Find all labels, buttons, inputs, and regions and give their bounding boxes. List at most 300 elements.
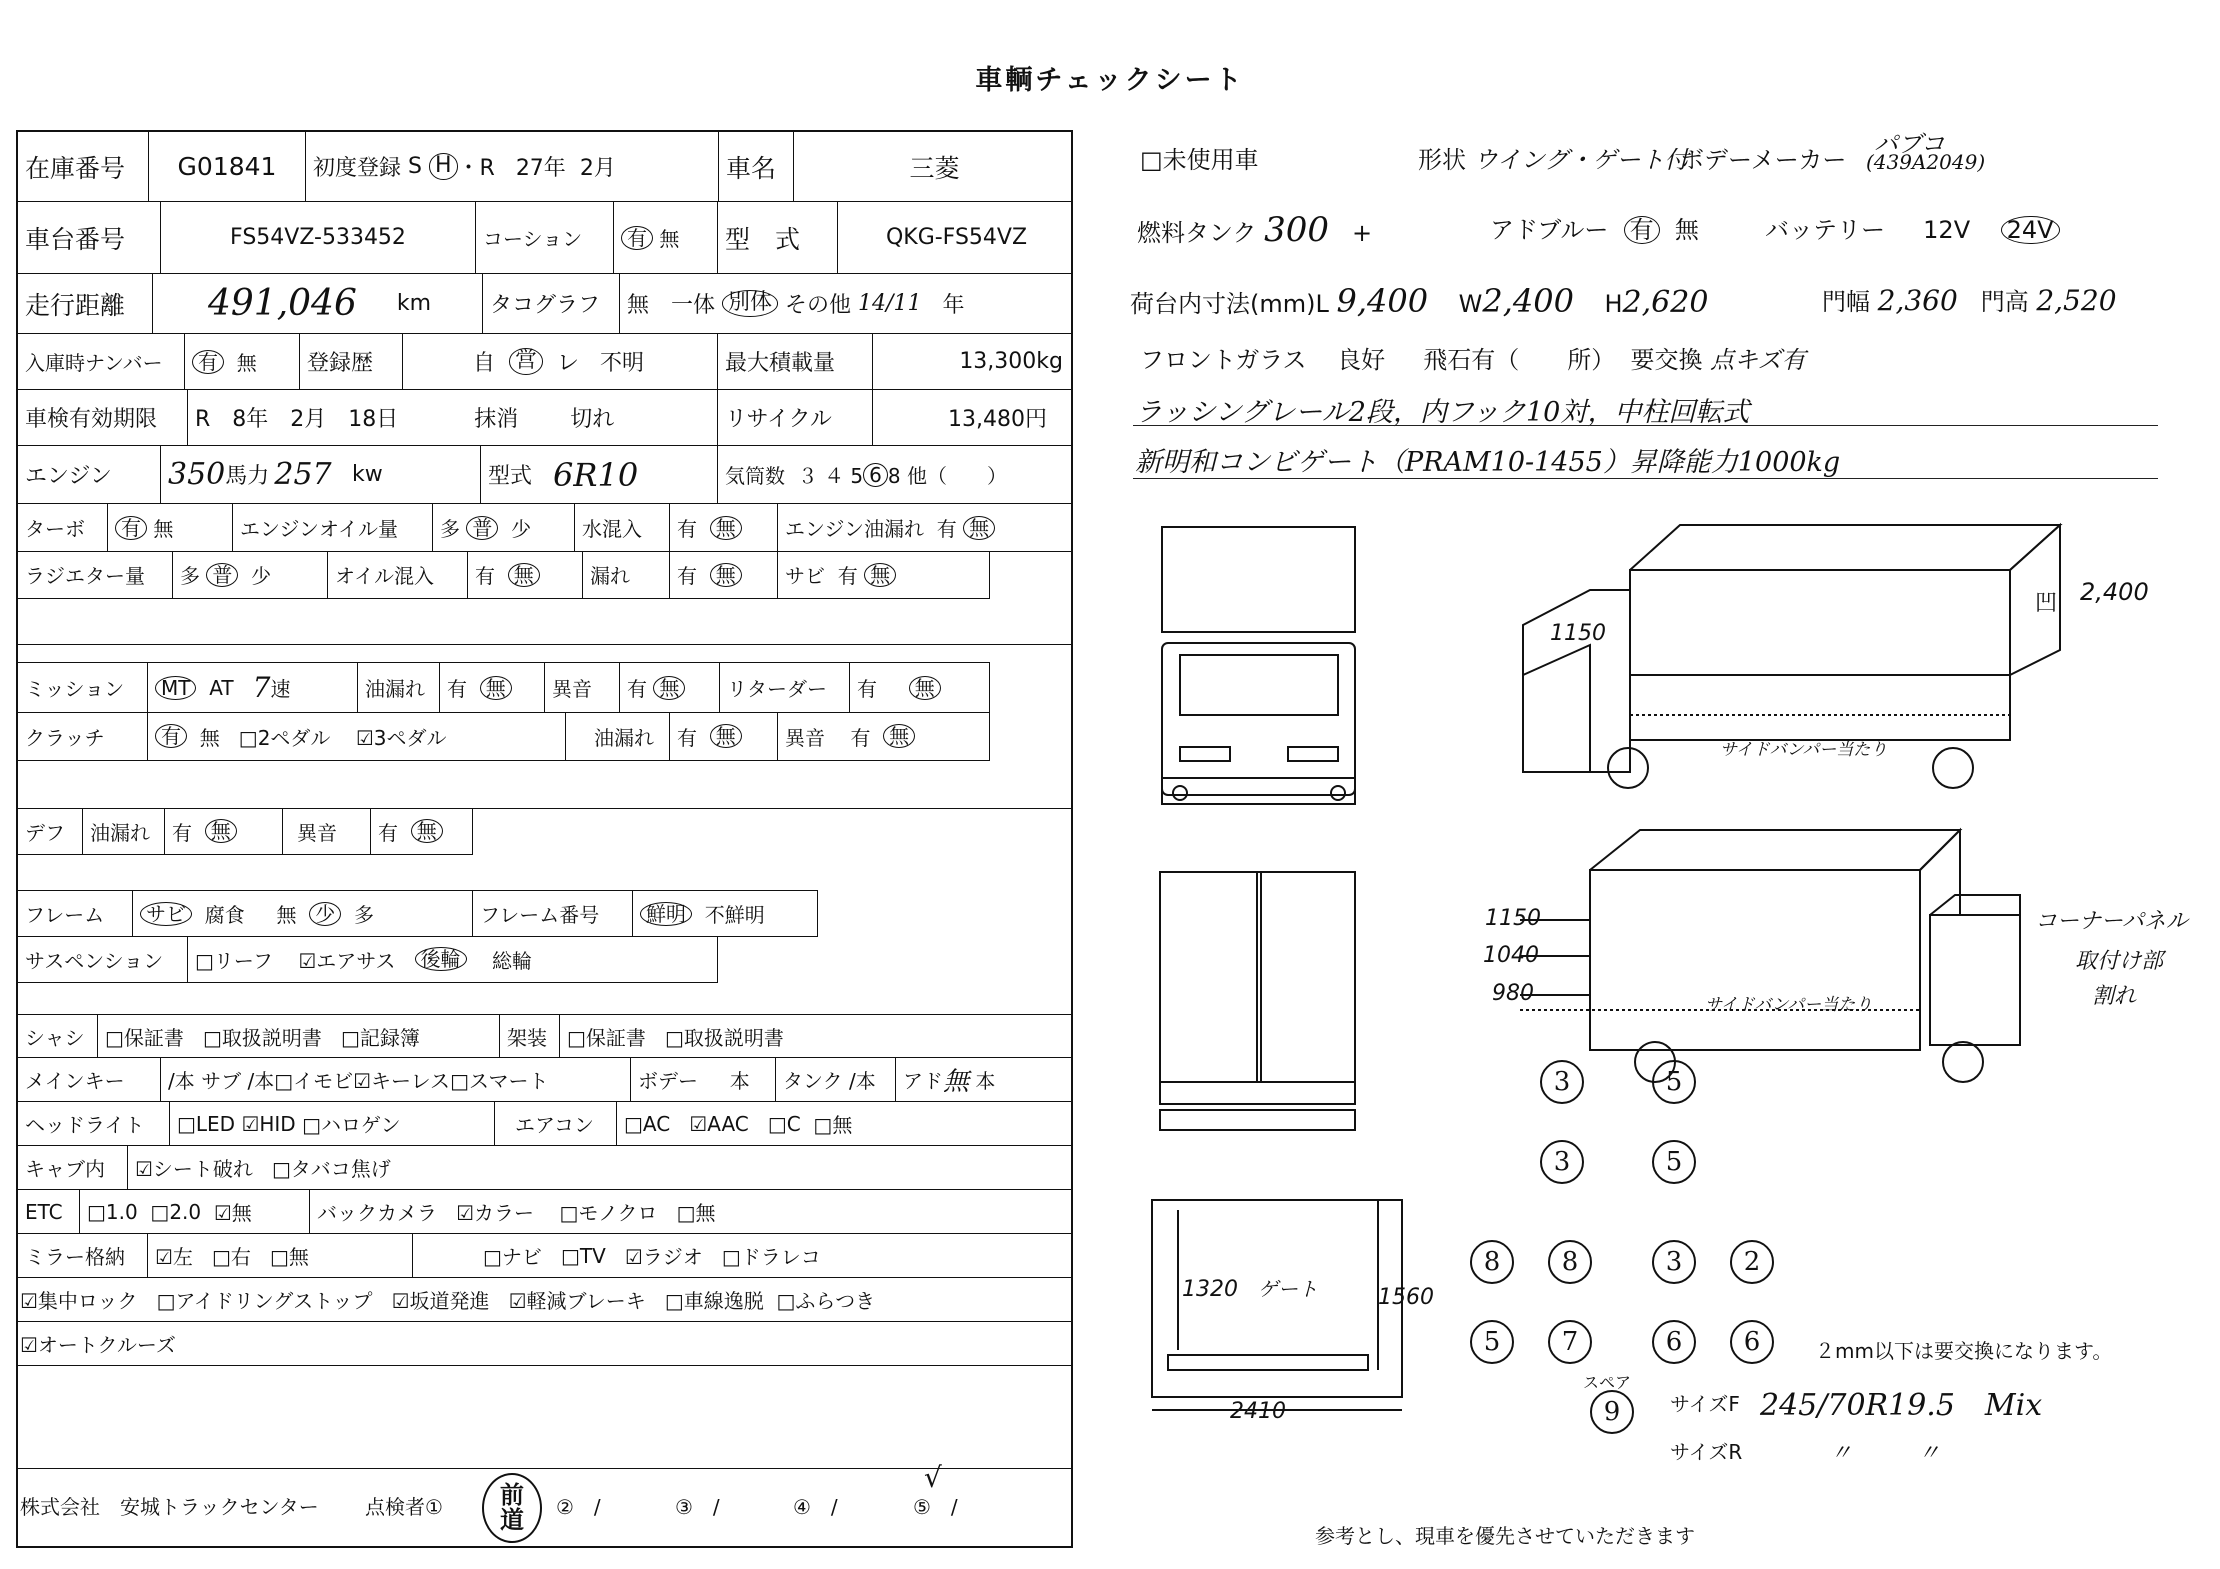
fuel-label: 燃料タンク — [1137, 219, 1257, 247]
main-key-label: メインキー — [18, 1058, 161, 1101]
mission-noise-no-circled: 無 — [653, 676, 685, 700]
mirror-right: □右 — [212, 1245, 251, 1269]
vehicle-diagram — [1140, 510, 2220, 1460]
row-keys — [18, 1058, 1071, 1102]
cab-options — [128, 1146, 1075, 1189]
body-key-count: 本 — [729, 1069, 750, 1093]
oil-normal-circled: 普 — [466, 516, 498, 540]
key-sub-count: /本 — [247, 1069, 275, 1093]
clutch-leak-yes: 有 — [677, 725, 697, 750]
adblue-label: アドブルー — [1490, 216, 1609, 244]
history-rent: レ — [557, 351, 580, 376]
clutch-options — [148, 712, 566, 760]
mission-noise-options — [620, 663, 720, 712]
note-line-2: 新明和コンビゲート（PRAM10-1455）昇降能力1000kg — [1135, 447, 1841, 478]
gate-width: 2410 — [1230, 1399, 1286, 1424]
recycle-value: 13,480円 — [948, 407, 1047, 432]
mirror-left: ☑左 — [155, 1245, 193, 1269]
tank-key-label: タンク — [783, 1069, 843, 1093]
row-suspension — [18, 936, 718, 982]
body-docs-options — [560, 1015, 1075, 1057]
row-safety — [18, 1278, 1071, 1322]
divider — [18, 854, 473, 855]
note-line-1: ラッシングレール2段，内フック10対，中柱回転式 — [1135, 397, 1750, 428]
row-mirror — [18, 1234, 1071, 1278]
tachograph-other: その他 — [785, 293, 852, 318]
gate-bar — [1168, 1355, 1368, 1370]
side-cab-shape — [1523, 590, 1630, 772]
size-front-value: 245/70R19.5 Mix — [1760, 1388, 2043, 1423]
inspector-5-check: √ — [924, 1461, 942, 1494]
diag-1150: 1150 — [1550, 621, 1606, 646]
diag-1040: 1040 — [1483, 943, 1539, 968]
row-footer — [18, 1461, 1071, 1548]
row-chassis-docs — [18, 1014, 1071, 1058]
rust-yes: 有 — [837, 564, 858, 588]
water-label: 水混入 — [575, 504, 670, 551]
inspection-form — [16, 130, 1073, 1548]
dim-width: 2,400 — [1482, 282, 1574, 320]
inspector-2: ② / — [556, 1495, 601, 1519]
key-keyless: ☑キーレス — [353, 1069, 451, 1093]
frame-unclear: 不鮮明 — [704, 903, 765, 927]
shape-value: ウイング・ゲート付 — [1473, 146, 1689, 174]
windshield-label: フロントガラス — [1140, 346, 1307, 374]
back-camera-mono: □モノクロ — [559, 1201, 658, 1225]
row-cruise — [18, 1322, 1071, 1366]
leak-options — [670, 551, 778, 598]
side-wheel-rear — [1933, 748, 1973, 788]
diff-leak-label: 油漏れ — [83, 808, 165, 854]
body-key-label: ボデー — [638, 1069, 698, 1093]
chassis-warranty: □保証書 — [105, 1025, 184, 1050]
pedal-3: ☑3ペダル — [355, 725, 447, 750]
cylinder-cell — [718, 446, 1075, 503]
etc-label: ETC — [18, 1190, 80, 1233]
media-radio: ☑ラジオ — [624, 1245, 703, 1269]
key-sub: サブ — [201, 1069, 242, 1093]
chassis-label: 車台番号 — [18, 202, 161, 273]
windshield-field — [1140, 340, 1806, 375]
tyre-depth: 8 — [1470, 1240, 1514, 1284]
door-h-label: 門高 — [1980, 288, 2029, 316]
engine-leak-cell — [778, 504, 1075, 551]
history-self: 自 — [473, 351, 496, 376]
hp-value: 350 — [168, 457, 226, 492]
cylinder-rest: 8 他（ ） — [887, 464, 1007, 488]
row-turbo — [18, 504, 1071, 551]
pedal-2: □2ペダル — [238, 725, 331, 750]
side2-body-roof — [1590, 830, 1960, 870]
row-chassis — [18, 202, 1071, 274]
clutch-noise-no-circled: 無 — [883, 724, 915, 748]
headlight-halogen: □ハロゲン — [302, 1113, 401, 1137]
spare-tyre: 9 — [1590, 1390, 1634, 1434]
lane-departure: □車線逸脱 — [664, 1289, 764, 1313]
reg-s: S — [408, 154, 422, 179]
frame-rust-circled: サビ — [140, 902, 192, 926]
headlight-label: ヘッドライト — [18, 1102, 170, 1145]
maker-value: パブコ — [1874, 130, 1945, 158]
mission-leak-options — [440, 663, 545, 712]
back-camera-cell — [310, 1190, 1075, 1233]
diag-side-bumper-2: サイドバンパー当たり — [1705, 995, 1873, 1015]
front-windshield — [1180, 655, 1338, 715]
mission-noise-label: 異音 — [545, 663, 620, 712]
radiator-normal-circled: 普 — [206, 563, 238, 587]
row-frame — [18, 890, 818, 936]
oil-many: 多 — [440, 517, 460, 541]
inspection-date: R 8年 2月 18日 — [195, 407, 399, 432]
retarder-no-circled: 無 — [909, 676, 941, 700]
side2-body-end — [1920, 830, 1960, 915]
engine-leak-no-circled: 無 — [963, 516, 995, 540]
engine-oil-options — [433, 504, 575, 551]
tachograph-separate-circled: 別体 — [722, 290, 778, 316]
rear-bumper — [1160, 1110, 1355, 1130]
document-title: 車輌チェックシート — [975, 65, 1245, 96]
tank-key-count: /本 — [848, 1069, 876, 1093]
coating-yes-circled: 有 — [621, 226, 653, 250]
tyre-depth: 3 — [1652, 1240, 1696, 1284]
back-camera-label: バックカメラ — [317, 1201, 437, 1225]
tyre-depth: 6 — [1730, 1320, 1774, 1364]
etc-2-0: □2.0 — [150, 1199, 202, 1224]
etc-options — [80, 1190, 310, 1233]
engine-leak-yes: 有 — [936, 517, 957, 541]
stamp-top: 前 — [500, 1480, 524, 1509]
retarder-options — [850, 663, 990, 712]
reg-month: 2月 — [579, 156, 616, 181]
tachograph-label: タコグラフ — [483, 274, 620, 333]
front-headlight-right — [1288, 747, 1338, 761]
tyre-depth: 5 — [1470, 1320, 1514, 1364]
rear-lamp-bar — [1160, 1082, 1355, 1104]
row-plate — [18, 334, 1071, 390]
side-body-roof — [1630, 525, 2060, 570]
turbo-options — [108, 504, 233, 551]
headlight-hid: ☑HID — [241, 1111, 296, 1136]
speed-value: 7 — [252, 671, 271, 704]
front-wheel-left — [1173, 786, 1187, 800]
suspension-air: ☑エアサス — [298, 948, 396, 973]
row-clutch — [18, 712, 990, 760]
aircon-options — [617, 1102, 1075, 1145]
first-registration — [306, 132, 736, 201]
size-rear-value: 〃 〃 — [1830, 1441, 1941, 1466]
history-options — [403, 334, 718, 389]
idling-stop: □アイドリングストップ — [156, 1289, 373, 1313]
row-mission — [18, 662, 990, 712]
fuel-value: 300 — [1264, 210, 1330, 250]
cylinder-opts: ３ ４ 5 — [797, 464, 864, 488]
suspension-rear-circled: 後輪 — [415, 947, 467, 971]
media-navi: □ナビ — [483, 1245, 542, 1269]
coating-no: 無 — [659, 227, 680, 251]
inspector-5: ⑤ / — [913, 1495, 958, 1519]
fuel-plus: + — [1351, 219, 1373, 247]
chassis-docs-label: シャシ — [18, 1015, 98, 1057]
diag-corner-panel: コーナーパネル — [2035, 909, 2188, 934]
at: AT — [209, 675, 234, 700]
tank-key-cell — [776, 1058, 896, 1101]
oil-mix-label: オイル混入 — [328, 551, 468, 598]
diff-noise-options — [371, 808, 473, 854]
battery-24v-circled: 24V — [2001, 216, 2060, 244]
inspection-label: 車検有効期限 — [18, 390, 188, 445]
side-wheel-front — [1608, 748, 1648, 788]
mission-noise-yes: 有 — [627, 677, 647, 701]
chassis-number: FS54VZ-533452 — [161, 202, 476, 273]
name-label: 車名 — [718, 132, 794, 201]
diag-side-bumper-1: サイドバンパー当たり — [1720, 740, 1888, 760]
row-headlight — [18, 1102, 1071, 1146]
cab-label: キャブ内 — [18, 1146, 128, 1189]
clutch-leak-options — [670, 712, 778, 760]
diff-noise-label: 異音 — [283, 808, 371, 854]
clutch-leak-no-circled: 無 — [710, 724, 742, 748]
frame-options — [133, 891, 473, 936]
clutch-label: クラッチ — [18, 712, 148, 760]
diff-noise-no-circled: 無 — [411, 819, 443, 843]
row-inspection — [18, 390, 1071, 446]
water-no-circled: 無 — [710, 516, 742, 540]
stamp-bottom: 道 — [500, 1506, 524, 1534]
media-tv: □TV — [560, 1243, 606, 1268]
key-main: /本 — [168, 1069, 195, 1093]
name-value: 三菱 — [909, 153, 960, 183]
front-cab-box — [1162, 643, 1355, 795]
maker-code: (439A2049) — [1866, 150, 1986, 174]
aircon-label: エアコン — [495, 1102, 617, 1145]
frame-corrosion: 腐食 — [204, 903, 245, 927]
diff-label: デフ — [18, 808, 83, 854]
media-options — [413, 1234, 1075, 1277]
stock-number: G01841 — [149, 132, 306, 201]
back-camera-color: ☑カラー — [456, 1201, 535, 1225]
rust-cell — [778, 551, 990, 598]
frame-label: フレーム — [18, 891, 133, 936]
door-height: 2,520 — [2036, 284, 2117, 317]
oil-low: 少 — [511, 517, 532, 541]
coating-options — [614, 202, 718, 273]
inspector-stamp — [482, 1473, 542, 1543]
ad-key-value: 無 — [943, 1067, 970, 1097]
diag-1150-b: 1150 — [1485, 906, 1541, 931]
coating-label: コーション — [476, 202, 614, 273]
frame-number-label: フレーム番号 — [473, 891, 633, 936]
frame-many: 多 — [353, 903, 374, 927]
row-mileage — [18, 274, 1071, 334]
tachograph-options — [620, 274, 1075, 333]
tyre-depth: 8 — [1548, 1240, 1592, 1284]
gate-height: 1320 — [1182, 1277, 1238, 1302]
central-lock: ☑集中ロック — [20, 1289, 138, 1313]
suspension-options — [188, 936, 718, 982]
cab-seat-torn: ☑シート破れ — [135, 1157, 253, 1181]
body-key-cell — [631, 1058, 776, 1101]
turbo-label: ターボ — [18, 504, 108, 551]
front-headlight-left — [1180, 747, 1230, 761]
row-engine — [18, 446, 1071, 504]
clutch-no: 無 — [199, 725, 220, 750]
diff-noise-yes: 有 — [378, 820, 398, 845]
key-immobi: □イモビ — [274, 1069, 354, 1093]
dim-w-label: W — [1458, 290, 1483, 318]
body-warranty: □保証書 — [567, 1025, 646, 1050]
hill-start: ☑坂道発進 — [391, 1289, 490, 1313]
cylinder-selected-circled: 6 — [863, 463, 888, 487]
inspector-label: 点検者① — [365, 1495, 443, 1519]
windshield-good: 良好 — [1337, 346, 1386, 374]
battery-label: バッテリー — [1765, 216, 1885, 244]
retarder-label: リターダー — [720, 663, 850, 712]
suspension-all: 総輪 — [492, 948, 532, 973]
leak-label: 漏れ — [583, 551, 670, 598]
oil-mix-yes: 有 — [475, 564, 495, 588]
diff-leak-no-circled: 無 — [205, 819, 237, 843]
radiator-options — [173, 551, 328, 598]
key-smart: □スマート — [450, 1069, 549, 1093]
aircon-aac: ☑AAC — [689, 1111, 749, 1136]
stock-label: 在庫番号 — [18, 132, 149, 201]
diag-width: 2,400 — [2080, 578, 2149, 606]
battery-12v: 12V — [1923, 216, 1971, 244]
suspension-leaf: □リーフ — [195, 948, 273, 973]
tachograph-opts: 無 一体 — [627, 293, 716, 318]
inspector-4: ④ / — [793, 1495, 838, 1519]
adblue-yes-circled: 有 — [1624, 216, 1660, 244]
frame-none: 無 — [276, 903, 297, 927]
speed-unit: 速 — [270, 677, 291, 701]
collision-brake: ☑軽減ブレーキ — [508, 1289, 646, 1313]
row-cab — [18, 1146, 1071, 1190]
water-yes: 有 — [677, 517, 697, 541]
tyre-depth: 2 — [1730, 1240, 1774, 1284]
shape-field — [1418, 140, 1688, 175]
diag-980: 980 — [1492, 981, 1534, 1006]
leak-no-circled: 無 — [710, 563, 742, 587]
aircon-none: □無 — [813, 1113, 853, 1137]
divider — [18, 982, 718, 983]
cylinder-label: 気筒数 — [725, 464, 785, 488]
row-radiator — [18, 551, 990, 598]
mission-options — [148, 663, 358, 712]
size-front-label: サイズF — [1670, 1392, 1740, 1416]
mirror-label: ミラー格納 — [18, 1234, 148, 1277]
inspection-cancel: 抹消 — [474, 407, 519, 432]
gate-total: 1560 — [1378, 1285, 1434, 1310]
oil-mix-options — [468, 551, 583, 598]
chassis-record: □記録簿 — [340, 1025, 420, 1050]
inspection-value-cell — [188, 390, 718, 445]
suspension-label: サスペンション — [18, 936, 188, 982]
turbo-yes-circled: 有 — [115, 516, 147, 540]
clutch-noise-label: 異音 — [785, 725, 825, 750]
diag-corner-part: 取付け部 — [2075, 949, 2164, 974]
clutch-noise-cell — [778, 712, 990, 760]
frame-clear-circled: 鮮明 — [640, 902, 692, 926]
ad-key-label: アド — [903, 1069, 943, 1093]
radiator-low: 少 — [251, 564, 272, 588]
reg-label: 初度登録 — [313, 156, 402, 181]
engine-oil-label: エンジンオイル量 — [233, 504, 433, 551]
headlight-options — [170, 1102, 495, 1145]
adblue-no: 無 — [1674, 216, 1699, 244]
frame-number-options — [633, 891, 818, 936]
model-value: QKG-FS54VZ — [885, 225, 1028, 250]
front-wheel-right — [1331, 786, 1345, 800]
tyre-depth: 7 — [1548, 1320, 1592, 1364]
media-dashcam: □ドラレコ — [721, 1245, 821, 1269]
clutch-leak-label: 油漏れ — [566, 712, 670, 760]
windshield-note: 点キズ有 — [1710, 346, 1806, 374]
windshield-chip: 飛石有（ 所） — [1423, 346, 1616, 374]
frame-few-circled: 少 — [309, 902, 341, 926]
front-window-box — [1162, 527, 1355, 632]
cab-tobacco-burn: □タバコ焦げ — [272, 1157, 391, 1181]
mileage-unit: km — [396, 291, 432, 316]
cargo-dimension-field — [1130, 282, 1708, 320]
tyre-depth: 5 — [1652, 1060, 1696, 1104]
body-manual: □取扱説明書 — [664, 1025, 784, 1050]
battery-field — [1765, 210, 2060, 245]
rust-label: サビ — [785, 564, 825, 588]
diag-corner-crack: 割れ — [2092, 984, 2137, 1009]
history-unknown: 不明 — [600, 351, 645, 376]
headlight-led: □LED — [177, 1111, 236, 1136]
note-underline-1 — [1133, 425, 2158, 426]
spare-label: スペア — [1583, 1373, 1632, 1392]
ad-key-cell — [896, 1058, 1075, 1101]
reg-year: 27年 — [515, 156, 566, 181]
mirror-none: □無 — [270, 1245, 309, 1269]
engine-type-value: 6R10 — [553, 455, 639, 494]
mission-leak-no-circled: 無 — [480, 676, 512, 700]
rust-no-circled: 無 — [864, 563, 896, 587]
side-cab-top — [1523, 645, 1590, 772]
dim-label: 荷台内寸法(mm)L — [1130, 290, 1329, 318]
plate-yes-circled: 有 — [192, 350, 224, 374]
mileage-value: 491,046 — [208, 283, 357, 324]
mileage-label: 走行距離 — [18, 274, 153, 333]
dim-length: 9,400 — [1336, 282, 1429, 320]
kw-value: 257 — [274, 457, 332, 492]
note-underline-2 — [1133, 478, 2158, 479]
divider — [18, 644, 1071, 645]
safety-options — [18, 1278, 1075, 1321]
front-bumper — [1162, 778, 1355, 804]
etc-none: ☑無 — [213, 1201, 252, 1225]
mission-leak-label: 油漏れ — [358, 663, 440, 712]
hp-unit: 馬力 — [225, 464, 270, 489]
water-options — [670, 504, 778, 551]
plate-no: 無 — [236, 351, 257, 375]
clutch-noise-yes: 有 — [850, 725, 871, 750]
key-options — [161, 1058, 631, 1101]
engine-type-cell — [481, 446, 718, 503]
mirror-options — [148, 1234, 413, 1277]
tyre-depth: 3 — [1540, 1140, 1584, 1184]
diff-leak-options — [165, 808, 283, 854]
turbo-no: 無 — [153, 517, 174, 541]
dim-h-label: H — [1604, 290, 1623, 318]
max-load-value: 13,300kg — [959, 349, 1063, 374]
drowsy-warning: □ふらつき — [776, 1289, 876, 1313]
tyre-depth: 6 — [1652, 1320, 1696, 1364]
leak-yes: 有 — [677, 564, 697, 588]
tyre-note: ２mm以下は要交換になります。 — [1815, 1339, 2113, 1363]
